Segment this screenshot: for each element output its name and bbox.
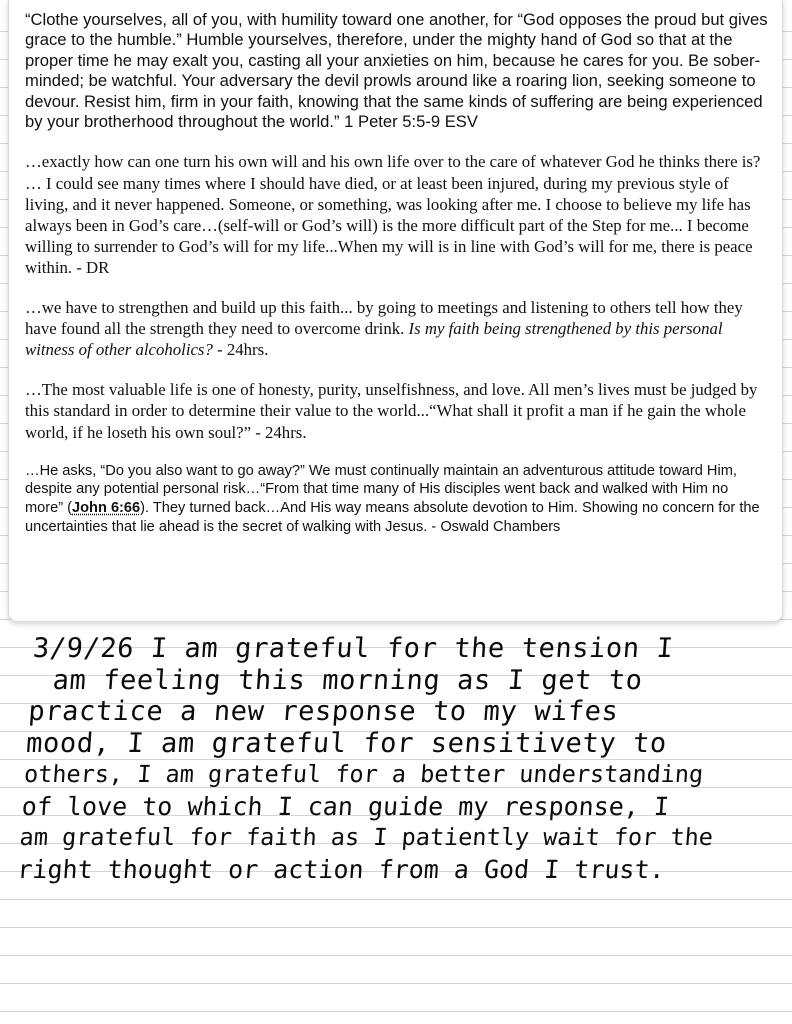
chambers-after: ). They turned back…And His way means absolute devotion to Him. Showing no concern for the uncertainties that lie ahead is the secret of walking with Jesus. - Oswald Chambers (25, 500, 760, 535)
handwritten-line: practice a new response to my wifes (27, 696, 620, 727)
handwritten-journal-entry (16, 633, 784, 885)
handwritten-line: mood, I am grateful for sensitivety to (25, 727, 668, 759)
handwritten-line: am grateful for faith as I patiently wait for the (18, 823, 714, 851)
reflection-dr: …exactly how can one turn his own will and his own life over to the care of whatever God he thinks there is? … I could see many times where I should have died, or at least been injured, during my previous style of living, and it never happened. Someone, or something, was looking after me. I choose to believe my life has always been in God’s care…(self-will or God’s will) is the more difficult part of the Step for me... I become willing to surrender to God’s will for my life...When my will is in line with God’s will for me, there is peace within. - DR (25, 152, 761, 278)
faith-text: …we have to strengthen and build up this faith... by going to meetings and listening to others tell how they have found all the strength they need to overcome drink. (25, 297, 743, 338)
handwritten-line: of love to which I can guide my response, I (20, 791, 671, 821)
handwritten-line: others, I am grateful for a better understanding (23, 760, 705, 788)
reflection-valuable-life: …The most valuable life is one of honesty, purity, unselfishness, and love. All men’s lives must be judged by this standard in order to determine their value to the world...“What shall it profit a man if he gain the whole world, if he loseth his own soul?” - 24hrs. (25, 380, 758, 442)
handwritten-line: right thought or action from a God I trust. (16, 854, 666, 884)
reflection-chambers (25, 462, 768, 536)
reflection-faith-24hrs (25, 297, 768, 361)
faith-source: - 24hrs. (212, 340, 269, 360)
scripture-passage: “Clothe yourselves, all of you, with humility toward one another, for “God opposes the proud but gives grace to the humble.” Humble yourselves, therefore, under the mighty hand of God so that at the proper time he may exalt you, casting all your anxieties on him, because he cares for you. Be sober-minded; be watchful. Your adversary the devil prowls around like a roaring lion, seeking someone to devour. Resist him, firm in your faith, knowing that the same kinds of suffering are being experienced by your brotherhood throughout the world.” 1 Peter 5:5-9 ESV (25, 10, 768, 132)
quote-card (8, 0, 783, 622)
faith-question: Is my faith being strengthened by this personal witness of other alcoholics? (25, 318, 723, 360)
handwritten-line: am feeling this morning as I get to (51, 664, 644, 696)
chambers-before: …He asks, “Do you also want to go away?” We must continually maintain an adventurous attitude toward Him, despite any potential personal risk…“From that time many of His disciples went back and walked with Him no more” ( (25, 462, 737, 517)
handwritten-line: 3/9/26 I am grateful for the tension I (31, 633, 675, 664)
scripture-reference-link[interactable]: John 6:66 (72, 500, 141, 517)
